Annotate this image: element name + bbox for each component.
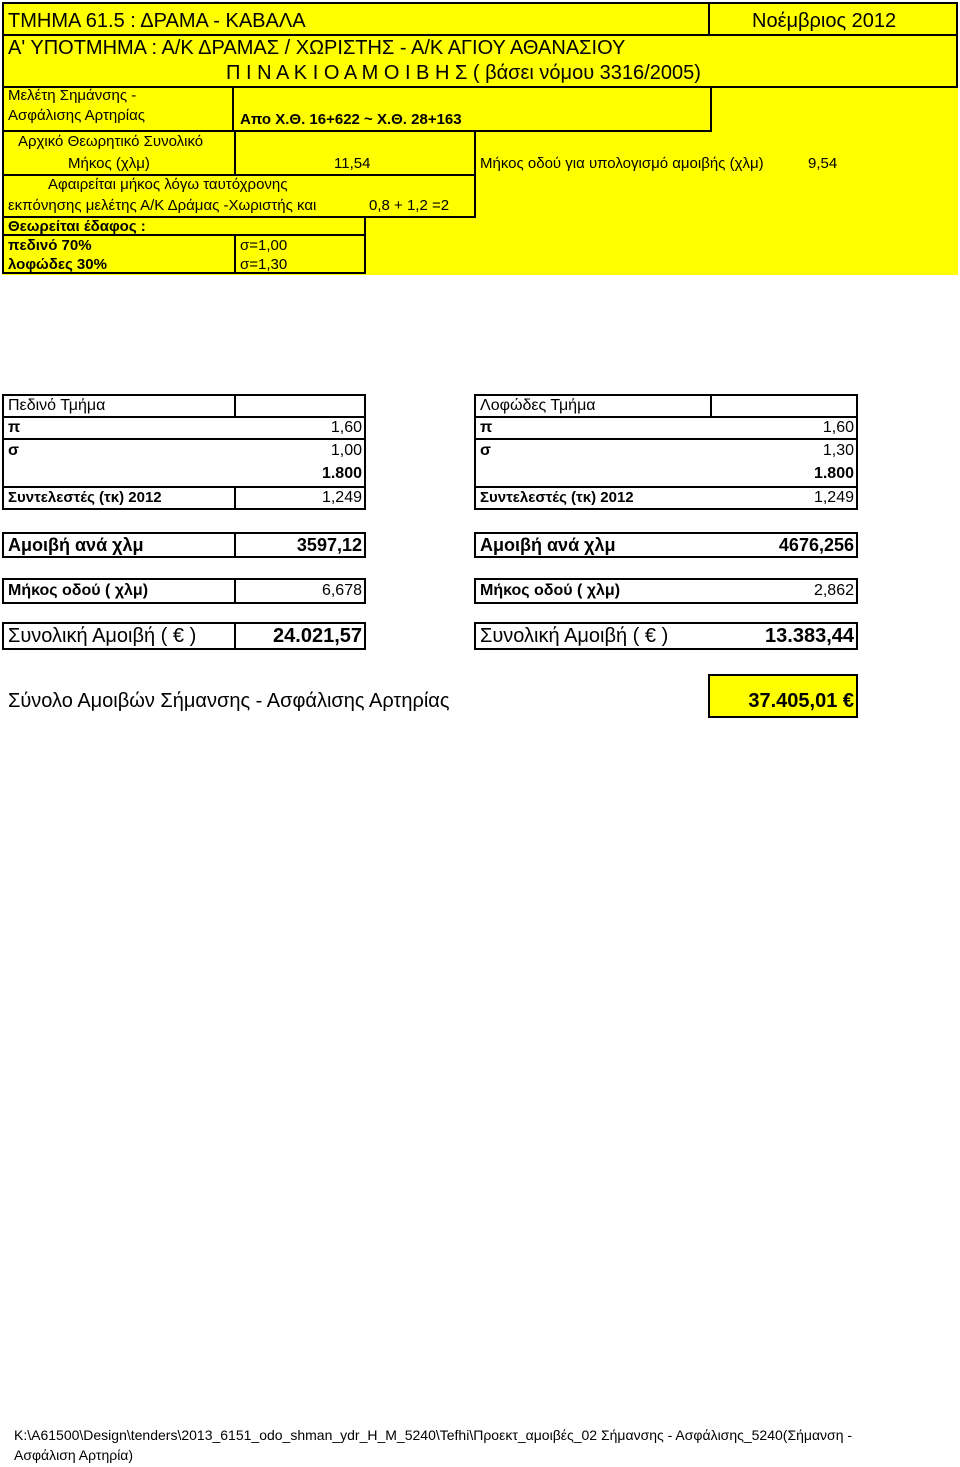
flat-col-line	[234, 394, 236, 418]
initial-length-label-line1: Αρχικό Θεωρητικό Συνολικό	[18, 133, 204, 150]
hilly-total-value: 13.383,44	[765, 625, 854, 647]
flat-road-length-label: Μήκος οδού ( χλμ)	[8, 582, 149, 599]
flat-s-value: 1,00	[330, 442, 362, 459]
initial-length-divider	[234, 130, 236, 176]
hilly-base-value: 1.800	[813, 465, 854, 482]
hilly-total-label: Συνολική Αμοιβή ( € )	[480, 625, 669, 647]
deduction-value: 0,8 + 1,2 =2	[369, 197, 450, 214]
flat-row-line	[2, 486, 366, 488]
file-path-line2: Ασφάλιση Αρτηρία)	[14, 1447, 134, 1463]
hilly-p-label: π	[480, 419, 493, 436]
hilly-fee-per-km-value: 4676,256	[778, 535, 854, 555]
hilly-coef-value: 1,249	[813, 489, 854, 506]
flat-total-value: 24.021,57	[273, 625, 362, 647]
hilly-row-line	[474, 486, 858, 488]
date-label: Νοέμβριος 2012	[752, 10, 897, 32]
flat-total-divider	[234, 622, 236, 650]
calc-length-value: 9,54	[808, 155, 838, 172]
study-label-line2: Ασφάλισης Αρτηρίας	[8, 107, 146, 124]
initial-length-label-line2: Μήκος (χλμ)	[68, 155, 150, 172]
flat-base-value: 1.800	[321, 465, 362, 482]
flat-road-divider	[234, 578, 236, 604]
hilly-fee-per-km-label: Αμοιβή ανά χλμ	[480, 535, 616, 555]
hilly-s-value: 1,30	[822, 442, 854, 459]
flat-col-line	[234, 486, 236, 510]
grand-total-label: Σύνολο Αμοιβών Σήμανσης - Ασφάλισης Αρτηρίας	[8, 690, 450, 712]
deduction-label-line1: Αφαιρείται μήκος λόγω ταυτόχρονης	[48, 176, 288, 193]
hilly-terrain-label: λοφώδες 30%	[8, 256, 107, 273]
flat-row-line	[2, 438, 366, 440]
flat-fee-divider	[234, 532, 236, 558]
study-divider	[232, 86, 234, 132]
flat-terrain-sigma: σ=1,00	[240, 237, 288, 254]
hilly-coef-label: Συντελεστές (τκ) 2012	[480, 489, 634, 506]
hilly-section-title: Λοφώδες Τμήμα	[480, 397, 596, 414]
calc-length-label: Μήκος οδού για υπολογισμό αμοιβής (χλμ)	[480, 155, 764, 172]
flat-p-value: 1,60	[330, 419, 362, 436]
flat-coef-label: Συντελεστές (τκ) 2012	[8, 489, 162, 506]
initial-length-value: 11,54	[334, 155, 371, 172]
hilly-row-line	[474, 438, 858, 440]
flat-fee-per-km-value: 3597,12	[296, 535, 362, 555]
fee-table-title: Π Ι Ν Α Κ Ι Ο Α Μ Ο Ι Β Η Σ ( βάσει νόμου 3316/2005)	[226, 62, 701, 84]
terrain-col-divider	[234, 234, 236, 274]
file-path-line1: K:\A61500\Design\tenders\2013_6151_odo_shman_ydr_H_M_5240\Tefhi\Προεκτ_αμοιβές_02 Σήμανσης - Ασφάλισης_5240(Σήμανση -	[14, 1427, 853, 1443]
flat-fee-per-km-label: Αμοιβή ανά χλμ	[8, 535, 144, 555]
deduction-label-line2: εκπόνησης μελέτης Α/Κ Δράμας -Χωριστής και	[8, 197, 317, 214]
study-label-line1: Μελέτη Σημάνσης -	[8, 87, 137, 104]
flat-section-title: Πεδινό Τμήμα	[8, 397, 106, 414]
subsection-title: Α' ΥΠΟΤΜΗΜΑ : Α/Κ ΔΡΑΜΑΣ / ΧΩΡΙΣΤΗΣ - Α/Κ ΑΓΙΟΥ ΑΘΑΝΑΣΙΟΥ	[8, 37, 626, 59]
hilly-s-label: σ	[480, 442, 491, 459]
flat-p-label: π	[8, 419, 21, 436]
hilly-row-line	[474, 416, 858, 418]
flat-total-label: Συνολική Αμοιβή ( € )	[8, 625, 197, 647]
flat-row-line	[2, 416, 366, 418]
terrain-label: Θεωρείται έδαφος :	[8, 218, 146, 235]
flat-s-label: σ	[8, 442, 19, 459]
hilly-road-length-label: Μήκος οδού ( χλμ)	[480, 582, 621, 599]
hilly-col-line	[710, 394, 712, 418]
hilly-road-length-value: 2,862	[813, 582, 854, 599]
flat-coef-value: 1,249	[321, 489, 362, 506]
flat-road-length-value: 6,678	[321, 582, 362, 599]
hilly-terrain-sigma: σ=1,30	[240, 256, 288, 273]
hilly-p-value: 1,60	[822, 419, 854, 436]
section-title: ΤΜΗΜΑ 61.5 : ΔΡΑΜΑ - ΚΑΒΑΛΑ	[8, 10, 306, 32]
chainage-range: Απο Χ.Θ. 16+622 ~ Χ.Θ. 28+163	[240, 111, 462, 128]
grand-total-value: 37.405,01 €	[748, 690, 854, 712]
flat-terrain-label: πεδινό 70%	[8, 237, 92, 254]
